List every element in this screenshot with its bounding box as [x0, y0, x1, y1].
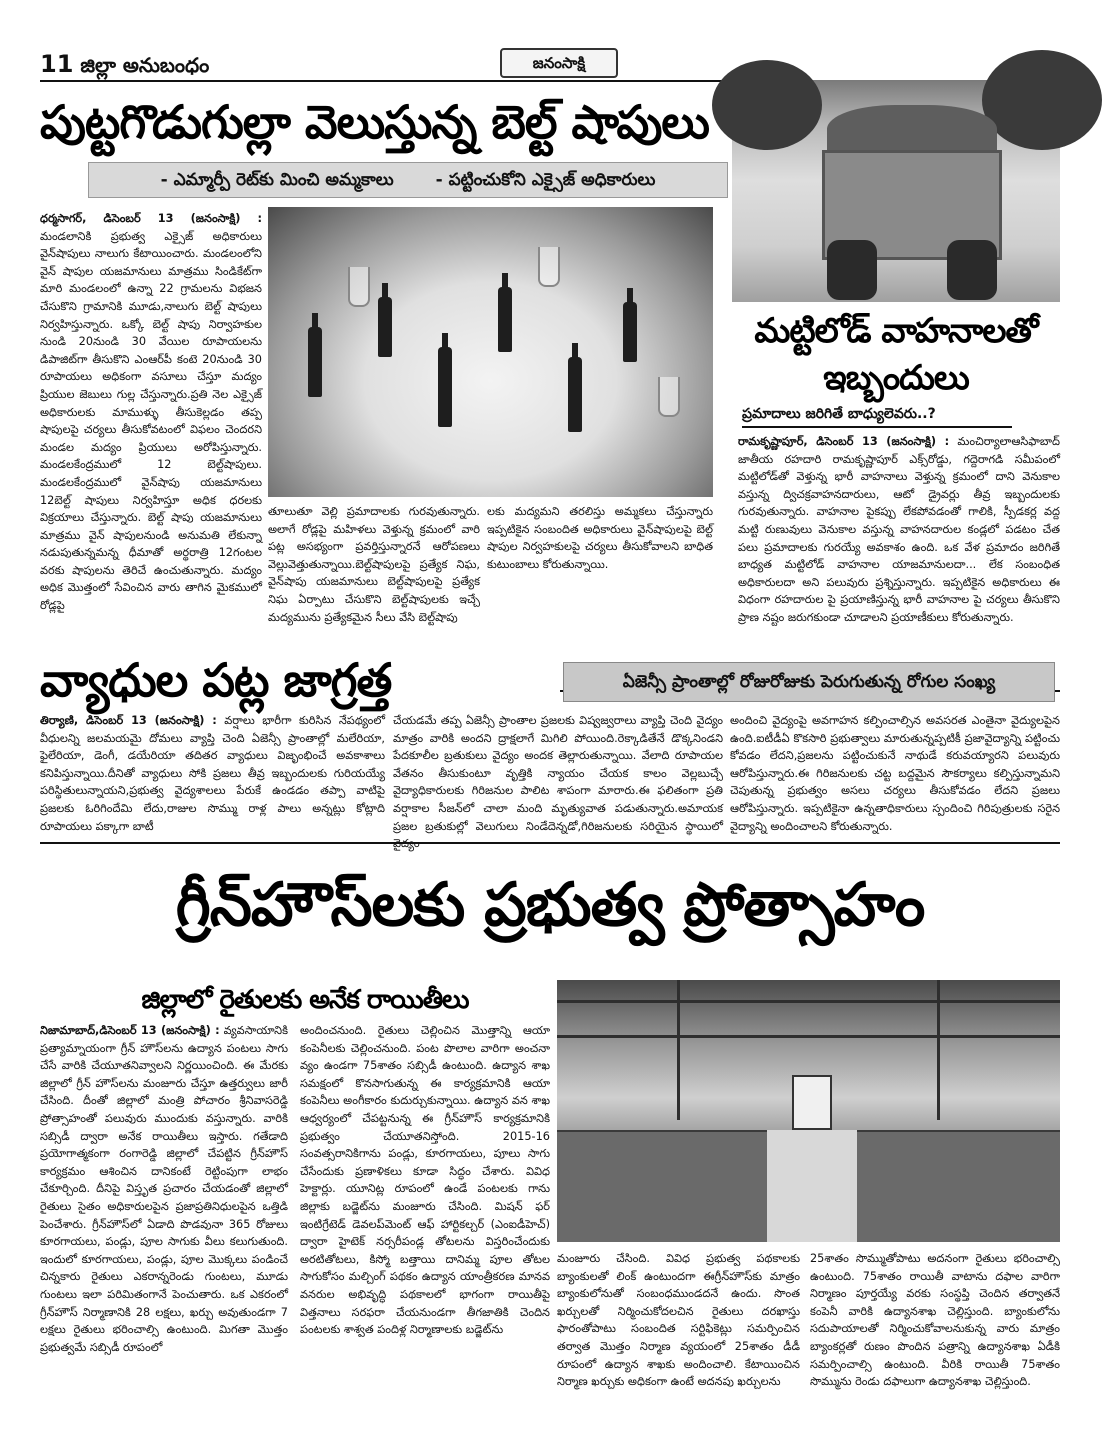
roof-beam [677, 980, 680, 1120]
glass-icon [348, 267, 370, 307]
story3-headline: వ్యాధుల పట్ల జాగ్రత్త [40, 648, 560, 712]
story1-column-1 [40, 210, 262, 680]
glass-icon [658, 377, 680, 417]
story4-col1-text: వ్యవసాయానికి ప్రత్యామ్నాయంగా గ్రీన్ హౌస్‌లను ఉద్యాన పంటలు సాగు చేసే వారికి చేయూతనివ్వాలని నిర్ణయించింది. ఈ మేరకు జిల్లాలో గ్రీన్ హౌస్‌లను మంజూరు చేస్తూ ఉత్తర్వులు జారీ చేసింది. దీంతో జిల్లాలో మంత్రి పోచారం శ్రీనివాసరెడ్డి ప్రోత్సాహంతో పలువురు ముందుకు వస్తున్నారు. వారికి సబ్సిడీ ద్వారా అనేక రాయితీలు ఇస్తారు. గతేడాది ప్రయోగాత్మకంగా రంగారెడ్డి జిల్లాలో చేపట్టిన గ్రీన్‌హౌస్ కార్యక్రమం ఆశించిన దానికంటే రెట్టింపుగా లాభం చేకూర్చింది. దీనిపై విస్తృత ప్రచారం చేయడంతో జిల్లాలో రైతులు సైతం అధికారులపైన ప్రజాప్రతినిధులపైన ఒత్తిడి పెంచేశారు. గ్రీన్‌హౌస్‌లో ఏడాది పొడవునా 365 రోజులు కూరగాయలు, పండ్లు, పూల సాగుకు వీలు కలుగుతుంది. ఇందులో కూరగాయలు, పండ్లు, పూల మొక్కలు పండించే చిన్నకారు రైతులు ఎకరాన్నరెండు గుంటలు, మూడు గుంటలు ఇలా పరిమితంగానే పెంచుతారు. ఒక ఎకరంలో గ్రీన్‌హౌస్ నిర్మాణానికి 28 లక్షలు, ఖర్చు అవుతుండగా 7 లక్షలు రైతులు భరించాల్సి ఉంటుంది. మిగతా మొత్తం ప్రభుత్వమే సబ్సిడీ రూపంలో [40, 1024, 288, 1354]
story1-deck [88, 162, 728, 198]
story4-col2-text: అందించనుంది. రైతులు చెల్లించిన మొత్తాన్ని ఆయా కంపెనీలకు చెల్లించనుంది. పంట పొలాల వారిగా అంచనా వ్యం ఉండగా 75శాతం సబ్సిడీ ఉంటుంది. ఉద్యాన శాఖ సమక్షంలో కొనసాగుతున్న ఈ కార్యక్రమానికి ఆయా కంపెనీలు అంగీకారం కుదుర్చుకున్నాయి. ఉద్యాన వన శాఖ ఆధ్వర్యంలో చేపట్టనున్న ఈ గ్రీన్‌హౌస్ కార్యక్రమానికి ప్రభుత్వం చేయూతనిస్తోంది. 2015-16 సంవత్సరానికిగాను పండ్లు, కూరగాయలు, పూలు సాగు చేసేందుకు ప్రణాళికలు కూడా సిద్ధం చేశారు. వివిధ హెక్టార్లు. యూనిట్ల రూపంలో ఉండే పంటలకు గాను జిల్లాకు బడ్జెట్‌ను మంజూరు చేసింది. మిషన్ ఫర్ ఇంటిగ్రేటెడ్ డెవలప్‌మెంట్ ఆఫ్ హార్టికల్చర్ (ఎంఐడీహెచ్) ద్వారా హైటెక్ నర్సరీపండ్ల తోటలను విస్తరించేందుకు అరటితోటలు, కిస్మో బత్తాయి దానిమ్మ పూల తోటల సాగుకోసం మల్చింగ్ పథకం ఉద్యాన యాంత్రీకరణ మానవ వనరుల అభివృద్ధి పథకాలలో భాగంగా రాయితీపై విత్తనాలు సరఫరా చేయనుండగా తీగజాతికి చెందిన పంటలకు శాశ్వత పందిళ్ల నిర్మాణాలకు బడ్జెట్‌ను [300, 1024, 550, 1337]
masthead-logo [500, 48, 618, 78]
story1-col1-text: మండలానికి ప్రభుత్వ ఎక్సైజ్ అధికారులు వైన్‌షాపులు నాలుగు కేటాయించారు. మండలంలోని వైన్ షాపుల యజమానులు మాత్రము సిండికేట్‌గా మారి మండలంలో ఉన్నా 22 గ్రామలను విభజన చేసుకొని గ్రామానికి మూడు,నాలుగు బెల్ట్ షాపులు నిర్వహిస్తున్నారు. ఒక్కో బెల్ట్ షాపు నిర్వాహకుల నుండి 20నుండి 30 వేయిల రూపాయలను డిపాజిట్‌గా తీసుకొని ఎంఆర్‌పీ కంటె 20నుండి 30 రూపాయలు అధికంగా వసూలు చేస్తూ మద్యం ప్రియుల జెబులు గుల్ల చేస్తున్నారు.ప్రతి నెల ఎక్సైజ్ అధికారులకు మాముళ్ళు తీసుకెల్లడం తప్ప షాపులపై చర్యలు తీసుకోవటంలో విఫలం చెందరని మండల మద్యం ప్రియులు అరోపిస్తున్నారు. మండలకేంద్రములో 12 బెల్ట్‌షాపులు. మండలకేంద్రములో వైన్‌షాపు యజమానులు 12బెల్ట్ షాపులు నిర్వహిస్తూ అధిక ధరలకు విక్రయాలు చేస్తున్నారు. బెల్ట్ షాపు యజమానులు మాత్రము వైన్ షాపులనుండి అనుమతి లేకున్నా నడుపుతున్నమన్న ధీమాతో అర్థరాత్రి 12గంటల వరకు షాపులను తెరిచే ఉంచుతున్నారు. మద్యం అధిక మొత్తంలో సేవించిన వారు తాగిన మైకములో రోడ్లపై [40, 229, 262, 613]
story4-column-1 [40, 1022, 288, 1432]
story2-headline-1: మట్టిలోడ్ వాహనాలతో [754, 311, 1038, 351]
wheel-shape [827, 240, 877, 300]
bottle-icon [498, 287, 512, 352]
story3-col3-text: అందించి వైద్యంపై అవగాహన కల్పించాల్సిన అవసరత ఎంతైనా వైద్యులపైన ఉంది.ఐటీడీఏ కొకసారి ప్రభుత్వాలు మారుతున్నప్పటికీ ప్రజావైద్యాన్ని పట్టించు కోవడం లేదని,ప్రజలను పట్టించుకునే నాథుడే కరువయ్యారని పలువురు ఆరోపిస్తున్నారు.ఈ గిరిజనులకు చట్ట బద్దమైన సౌకర్యాలు కల్పిస్తున్నామని చెపుతున్న ప్రభుత్వం అసలు చర్యలు తీసుకోవడం లేదని ప్రజలు ఆరోపిస్తున్నారు. ఇప్పటికైనా ఉన్నతాధికారులు స్పందించి గిరిపుత్రులకు సరైన వైద్యాన్ని అందించాలని కోరుతున్నారు. [730, 714, 1060, 833]
bottle-icon [378, 297, 392, 357]
story2-dateline: రామకృష్ణాపూర్, డిసెంబర్ 13 (జనంసాక్షి) : [738, 435, 950, 448]
plant-bed [857, 1130, 1060, 1242]
story1-dateline: ధర్మసాగర్, డిసెంబర్ 13 (జనంసాక్షి) : [40, 212, 262, 225]
section-name: జిల్లా అనుబంధం [80, 53, 210, 77]
story3-column-3 [730, 712, 1060, 836]
story4-column-2 [300, 1022, 550, 1432]
story1-deck1: - ఎమ్మార్పీ రెట్‌కు మించి అమ్మకాలు [160, 170, 394, 190]
banquet-photo [268, 207, 713, 497]
story4-column-3 [557, 1250, 800, 1435]
story1-col3-text: లకు మద్యమని తరలిస్తు అమ్మకలు చేస్తున్నారు ఇప్పటికైన సంబందిత అధికారులు వైన్‌షాపులపై బెల్ట్ షాపుల నిర్వహకులపై చర్యలు తీసుకోవాలని బాధిత కుటుంబాలు కోరుతున్నాయి. [487, 505, 713, 571]
story3-subhead: ఏజెన్సీ ప్రాంతాల్లో రోజురోజుకు పెరుగుతున్న రోగుల సంఖ్య [563, 662, 1055, 702]
story3-col1-text: వర్షాలు భారీగా కురిసిన నేపథ్యంలో వీధులన్ని జలమయమై దోమలు వ్యాప్తి చెంది ఏజెన్సీ ప్రాంతాల్లో మలేరియా, ఫైలేరియా, డెంగీ, డయేరియా తదితర వ్యాధులు విజృంభించే అవకాశాలు కనిపిస్తున్నాయి.దీనితో వ్యాధులు సోకి ప్రజలు తీవ్ర ఇబ్బందులకు గురియయ్యే పరిస్థితులున్నాయని,ప్రభుత్వ వైద్యశాలలు పేరుకే ఉండడం తప్పా వాటిపై ప్రజలకు ఓరిగిందేమి లేదు,రాజుల సొమ్ము రాళ్ల పాలు అన్నట్లు కోట్లాది రూపాయలు పక్కాగా బాటీ [40, 714, 385, 833]
page-header [40, 50, 240, 78]
page-number: 11 [40, 50, 74, 78]
plant-bed [557, 1130, 767, 1242]
header-rule [40, 80, 730, 82]
greenhouse-door [792, 1075, 832, 1130]
story1-col2-text: తూలుతూ వెల్లి ప్రమాదాలకు గురవుతున్నారు. అలాగే రోడ్లపై మహిళలు వెళ్తున్న క్రమంలో వారి పట్ల అసభ్యంగా ప్రవర్తిస్తున్నారనే ఆరోపణలు వెల్లువెత్తుతున్నాయి.బెల్ట్‌షాపులపై ప్రత్యేక నిఘ, వైన్‌షాపు యజమానులు బెల్ట్‌షాపులపై ప్రత్యేక నిఘ ఏర్పాటు చేసుకొని బెల్ట్‌షాపులకు ఇచ్చే మద్యమును ప్రత్యేకమైన సీలు వేసి బెల్ట్‌షాపు [268, 505, 480, 624]
story1-deck2: - పట్టించుకోని ఎక్సైజ్ అధికారులు [435, 170, 656, 190]
story3-col2-text: చేయడమే తప్ప ఏజెన్సీ ప్రాంతాల ప్రజలకు విష్వజ్వరాలు వ్యాప్తి చెంది వైద్యం మాత్రం వారికి అందని ద్రాక్షలాగే మిగిలి పోయింది.రెక్కాడితేనే డొక్కనిండని పేదకూలీల బ్రతుకులు వైద్యం అందక తెల్లారుతున్నాయి. వేలాది రూపాయల వేతనం తీసుకుంటూ వృత్తికి న్యాయం చేయక కాలం వెల్లబుచ్చే వైద్యాధికారులకు గిరిజనుల పాలిట శాపంగా మారారు.ఈ ఫలితంగా ప్రతి వర్షాకాల సీజన్‌లో చాలా మంది మృత్యువాత పడుతున్నారు.అమాయక ప్రజల బ్రతుకుల్లో వెలుగులు నిండేదెన్నడో,గిరిజనులకు సరియైన స్థాయిలో [393, 714, 723, 833]
section-rule [40, 842, 1060, 844]
story4-col4-text: 25శాతం సొమ్ముతోపాటు అదనంగా రైతులు భరించాల్సి ఉంటుంది. 75శాతం రాయితీ వాటాను దఫాల వారిగా నిర్మాణం పూర్తయ్యే వరకు సంస్థప్తి చెందిన తర్వాతనే కంపెనీ వారికి ఉద్యానశాఖ చెల్లిస్తుంది. బ్యాంకులోను సదుపాయాలతో నిర్మించుకోవాలనుకున్న వారు మాత్రం బ్యాంకర్లతో రుణం పొందిన పత్రాన్ని ఉద్యానశాఖ ఏడీకి సమర్పించాల్సి ఉంటుంది. వీరికి రాయితీ 75శాతం సొమ్మును రెండు దఫాలుగా ఉద్యానశాఖ చెల్లిస్తుంది. [810, 1252, 1060, 1389]
bottle-icon [568, 357, 582, 432]
tree-shape [982, 50, 1102, 150]
story2-headline-2: ఇబ్బందులు [823, 358, 969, 398]
truck-photo [732, 80, 1060, 302]
story4-column-4 [810, 1250, 1060, 1435]
bottle-icon [623, 302, 637, 362]
story1-headline: పుట్టగొడుగుల్లా వెలుస్తున్న బెల్ట్ షాపులు [40, 95, 709, 149]
story3-dateline: తిర్యాణి, డిసెంబర్ 13 (జనంసాక్షి) : [40, 714, 217, 727]
story4-col3-text: మంజూరు చేసింది. వివిధ ప్రభుత్వ పథకాలకు బ్యాంకులతో లింక్ ఉంటుందగా ఈగ్రీన్‌హౌస్‌కు మాత్రం బ్యాంకులోనుతో సంబంధముండదనే ఉందు. సొంత ఖర్చులతో నిర్మించుకోదలచిన రైతులు దరఖాస్తు ఫారంతోపాటు సంబందిత సర్టిఫికెట్లు సమర్పించిన తర్వాత మొత్తం నిర్మాణ వ్యయంలో 25శాతం డీడీ రూపంలో ఉద్యాన శాఖకు అందించాలి. కేటాయించిన నిర్మాణ ఖర్చుకు అధికంగా ఉంటే అదనపు ఖర్చులను [557, 1252, 800, 1389]
greenhouse-photo [557, 980, 1060, 1242]
story4-headline: గ్రీన్‌హౌస్‌లకు ప్రభుత్వ ప్రోత్సాహం [175, 870, 925, 940]
bottle-icon [438, 347, 452, 427]
masthead-text: జనంసాక్షి [532, 54, 586, 72]
story2-body-text: మంచిర్యాలాఆసిఫాబాద్ జాతీయ రహదారి రామకృష్ణాపూర్ ఎక్స్‌రోడ్డు, గద్దెరాగడి సమీపంలో మట్టిలోడ్‌తో వెళ్తున్న భారీ వాహనాలు వెళ్తున్న క్రమంలో దాని వెనుకాల వస్తున్న ద్విచక్రవాహనదారులు, ఆటో డ్రైవర్లు తీవ్ర ఇబ్బందులకు గురవుతున్నారు. వాహనాల పైకప్పు లేకపోవడంతో గాలికి, స్పీడకర్ల వద్ద మట్టి రుణువులు వెనుకాల వస్తున్న వాహనదారుల కండ్లలో పడటం చేత పలు ప్రమాదాలకు గురయ్యే అవకాశం ఉంది. ఒక వేళ ప్రమాదం జరిగితే బాధ్యత మట్టిలోడ్ వాహనాల యాజమానులదా... లేక సంబంధిత అధికారులదా అని పలువురు ప్రశ్నిస్తున్నారు. ఇప్పటికైన అధికారులు ఈ విధంగా రహదారుల పై ప్రయాణిస్తున్న భారీ వాహనాల పై చర్యలు తీసుకొని ప్రాణ నష్టం జరుగకుండా చూడాలని ప్రయాణీకులు కోరుతున్నారు. [738, 435, 1061, 624]
roof-beam [557, 1000, 1060, 1003]
story2-kicker: ప్రమాదాలు జరిగితే బాధ్యులెవరు..? [742, 406, 1012, 428]
glass-icon [538, 247, 560, 287]
story4-subhead: జిల్లాలో రైతులకు అనేక రాయితీలు [141, 985, 469, 1015]
story2-body [738, 433, 1060, 683]
tree-shape [712, 60, 822, 150]
wheel-shape [947, 240, 997, 300]
roof-beam [937, 980, 940, 1120]
story4-dateline: నిజామాబాద్,డిసెంబర్ 13 (జనంసాక్షి) : [40, 1024, 220, 1037]
story3-column-2 [393, 712, 723, 836]
roof-beam [557, 1035, 1060, 1038]
bottle-icon [308, 327, 322, 397]
greenhouse-aisle [767, 1130, 857, 1242]
story3-column-1 [40, 712, 385, 836]
